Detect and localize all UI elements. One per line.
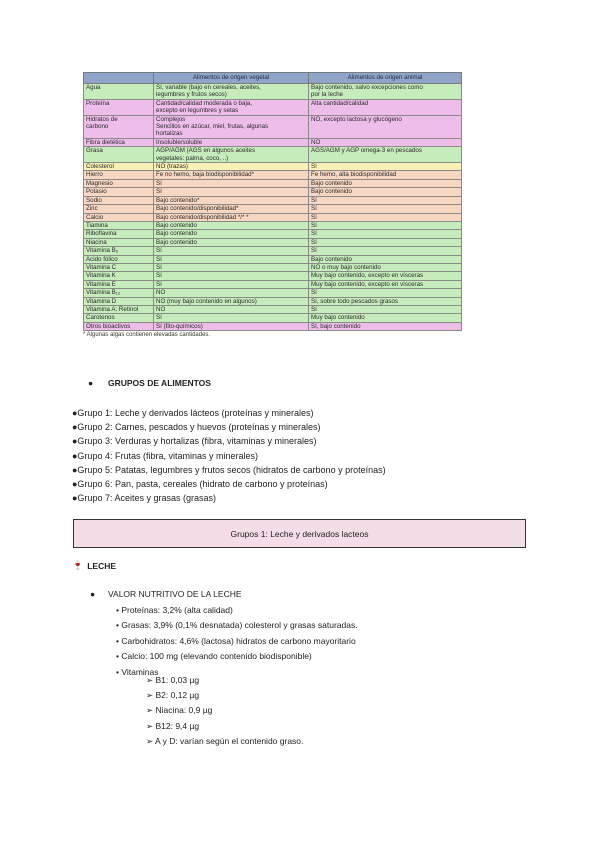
table-row: [84, 297, 462, 305]
table-row: [84, 322, 462, 330]
bullet-icon: ●: [90, 589, 96, 599]
table-cell: Sí, bajo contenido: [309, 322, 462, 330]
table-cell: Sí (fito-químicos): [154, 322, 309, 330]
table-row: [84, 188, 462, 196]
table-cell: Fe hemo, alta biodisponibilidad: [309, 171, 462, 179]
table-cell: NO o muy bajo contenido: [309, 263, 462, 271]
table-footnote: * Algunas algas contienen elevadas cantidades.: [83, 332, 211, 339]
table-cell: Bajo contenido/disponibilidad*: [154, 205, 309, 213]
table-header-row: [84, 73, 462, 84]
table-cell: Muy bajo contenido, excepto en vísceras: [309, 272, 462, 280]
table-row: [84, 171, 462, 179]
table-cell: Colesterol: [84, 163, 154, 171]
table-cell: Bajo contenido, salvo excepciones como por la leche: [309, 84, 462, 100]
table-row: [84, 280, 462, 288]
table-cell: Riboflavina: [84, 230, 154, 238]
table-cell: NO: [154, 289, 309, 297]
list-item: ●Grupo 6: Pan, pasta, cereales (hidrato de carbono y proteínas): [72, 479, 328, 490]
table-cell: Sí: [154, 255, 309, 263]
table-cell: Vitamina K: [84, 272, 154, 280]
table-row: [84, 247, 462, 255]
table-cell: Vitamina C: [84, 263, 154, 271]
table-row: [84, 163, 462, 171]
list-item: ●Grupo 2: Carnes, pescados y huevos (proteínas y minerales): [72, 422, 321, 433]
goblet-icon: 🍷: [72, 560, 84, 570]
table-cell: Sí: [309, 205, 462, 213]
valor-list: [116, 603, 358, 680]
table-cell: Sí: [309, 196, 462, 204]
table-cell: Sí: [309, 163, 462, 171]
table-cell: Calcio: [84, 213, 154, 221]
table-cell: Sí: [309, 305, 462, 313]
table-row: [84, 255, 462, 263]
list-item: ●Grupo 4: Frutas (fibra, vitaminas y minerales): [72, 450, 258, 461]
table-cell: NO (trazas): [154, 163, 309, 171]
table-cell: Sodio: [84, 196, 154, 204]
leche-label: LECHE: [87, 560, 117, 571]
section-title: Grupos 1: Leche y derivados lacteos: [230, 528, 369, 539]
table-cell: AGP/AGM (AGS en algunos aceites vegetales: palma, coco, ..): [154, 147, 309, 163]
table-cell: Potasio: [84, 188, 154, 196]
table-cell: Sí: [154, 247, 309, 255]
table-cell: NO: [309, 138, 462, 146]
table-cell: Sí: [309, 221, 462, 229]
table-cell: Vitamina D: [84, 297, 154, 305]
table-cell: Hierro: [84, 171, 154, 179]
table-cell: Otros bioactivos: [84, 322, 154, 330]
table-row: [84, 221, 462, 229]
table-cell: Vitamina E: [84, 280, 154, 288]
table-cell: Carotenos: [84, 314, 154, 322]
table-cell: Bajo contenido: [309, 255, 462, 263]
table-cell: NO: [154, 305, 309, 313]
list-item: ●Grupo 7: Aceites y grasas (grasas): [72, 493, 216, 504]
table-cell: Sí: [309, 289, 462, 297]
list-item: • Calcio: 100 mg (elevando contenido biodisponible): [116, 651, 312, 662]
list-item: • Vitaminas: [116, 666, 159, 677]
table-cell: Sí: [154, 314, 309, 322]
table-cell: Sí: [309, 213, 462, 221]
table-row: [84, 196, 462, 204]
table-cell: Sí: [154, 280, 309, 288]
table-cell: Alta cantidad/calidad: [309, 99, 462, 115]
table-row: [84, 84, 462, 100]
table-cell: NO (muy bajo contenido en algunos): [154, 297, 309, 305]
table-header-cell: Alimentos de origen vegetal: [154, 73, 309, 84]
table-header-cell: Alimentos de origen animal: [309, 73, 462, 84]
table-cell: AGS/AGM y AGP omega-3 en pescados: [309, 147, 462, 163]
table-cell: Bajo contenido*: [154, 196, 309, 204]
table-cell: Muy bajo contenido, excepto en vísceras: [309, 280, 462, 288]
table-cell: NO, excepto lactosa y glucógeno: [309, 115, 462, 138]
table-cell: Vitamina B₆: [84, 247, 154, 255]
list-item: ➢ B12: 9,4 µg: [146, 720, 200, 731]
list-item: • Proteínas: 3,2% (alta calidad): [116, 605, 233, 615]
table-row: [84, 213, 462, 221]
table-cell: Bajo contenido: [154, 221, 309, 229]
table-cell: Vitamina B₁₂: [84, 289, 154, 297]
table-cell: Sí: [154, 179, 309, 187]
table-cell: Bajo contenido: [309, 179, 462, 187]
table-cell: Bajo contenido: [154, 238, 309, 246]
table-row: [84, 138, 462, 146]
table-row: [84, 314, 462, 322]
table-row: [84, 230, 462, 238]
table-cell: Fibra dietética: [84, 138, 154, 146]
table-row: [84, 272, 462, 280]
list-item: ➢ B1: 0,03 µg: [146, 675, 200, 685]
table-cell: Magnesio: [84, 179, 154, 187]
table-cell: Vitamina A: Retinol: [84, 305, 154, 313]
leche-heading: [72, 560, 116, 571]
list-item: ➢ Niacina: 0,9 µg: [146, 705, 213, 716]
table-cell: Fe no hemo, baja biodisponibilidad*: [154, 171, 309, 179]
table-row: [84, 238, 462, 246]
table-row: [84, 263, 462, 271]
table-cell: Sí: [154, 188, 309, 196]
table-row: [84, 289, 462, 297]
table-header-cell: [84, 73, 154, 84]
table-cell: Agua: [84, 84, 154, 100]
table-row: [84, 99, 462, 115]
table-cell: Insoluble/soluble: [154, 138, 309, 146]
nutrient-comparison-table: [83, 72, 462, 331]
table-cell: Cantidad/calidad moderada o baja, excepto en legumbres y setas: [154, 99, 309, 115]
vitamins-list: [146, 673, 303, 749]
table-cell: Muy bajo contenido: [309, 314, 462, 322]
bullet-icon: ●: [88, 378, 94, 388]
table-row: [84, 179, 462, 187]
list-item: ➢ A y D: varían según el contenido graso.: [146, 735, 304, 746]
table-cell: Proteína: [84, 99, 154, 115]
table-cell: Bajo contenido/disponibilidad */* *: [154, 213, 309, 221]
list-item: ●Grupo 3: Verduras y hortalizas (fibra, vitaminas y minerales): [72, 436, 317, 447]
table-cell: Sí: [309, 238, 462, 246]
table-row: [84, 115, 462, 138]
list-item: • Grasas: 3,9% (0,1% desnatada) colesterol y grasas saturadas.: [116, 620, 358, 631]
table-cell: Sí, variable (bajo en cereales, aceites, legumbres y frutos secos): [154, 84, 309, 100]
table-cell: Zinc: [84, 205, 154, 213]
list-item: ➢ B2: 0,12 µg: [146, 690, 200, 701]
table-cell: Sí, sobre todo pescados grasos: [309, 297, 462, 305]
table-cell: Sí: [309, 230, 462, 238]
table-cell: Sí: [309, 247, 462, 255]
table-cell: Bajo contenido: [309, 188, 462, 196]
list-item: • Carbohidratos: 4,6% (lactosa) hidratos de carbono mayoritario: [116, 635, 356, 646]
table-row: [84, 305, 462, 313]
list-item: ●Grupo 1: Leche y derivados lácteos (proteínas y minerales): [72, 408, 314, 418]
table-cell: Grasa: [84, 147, 154, 163]
table-cell: Ácido fólico: [84, 255, 154, 263]
comparison-table-figure: [83, 72, 461, 338]
table-cell: Sí: [154, 263, 309, 271]
table-row: [84, 147, 462, 163]
list-item: ●Grupo 5: Patatas, legumbres y frutos secos (hidratos de carbono y proteínas): [72, 464, 386, 475]
groups-heading: GRUPOS DE ALIMENTOS: [108, 378, 211, 388]
table-cell: Tiamina: [84, 221, 154, 229]
valor-heading: VALOR NUTRITIVO DE LA LECHE: [108, 589, 242, 599]
table-cell: Hidratos de carbono: [84, 115, 154, 138]
table-cell: Bajo contenido: [154, 230, 309, 238]
groups-list: [72, 406, 386, 505]
table-cell: Sí: [154, 272, 309, 280]
table-cell: Niacina: [84, 238, 154, 246]
section-title-box: [73, 519, 526, 548]
table-cell: Complejos Sencillos en azúcar, miel, frutas, algunas hortalizas: [154, 115, 309, 138]
table-row: [84, 205, 462, 213]
